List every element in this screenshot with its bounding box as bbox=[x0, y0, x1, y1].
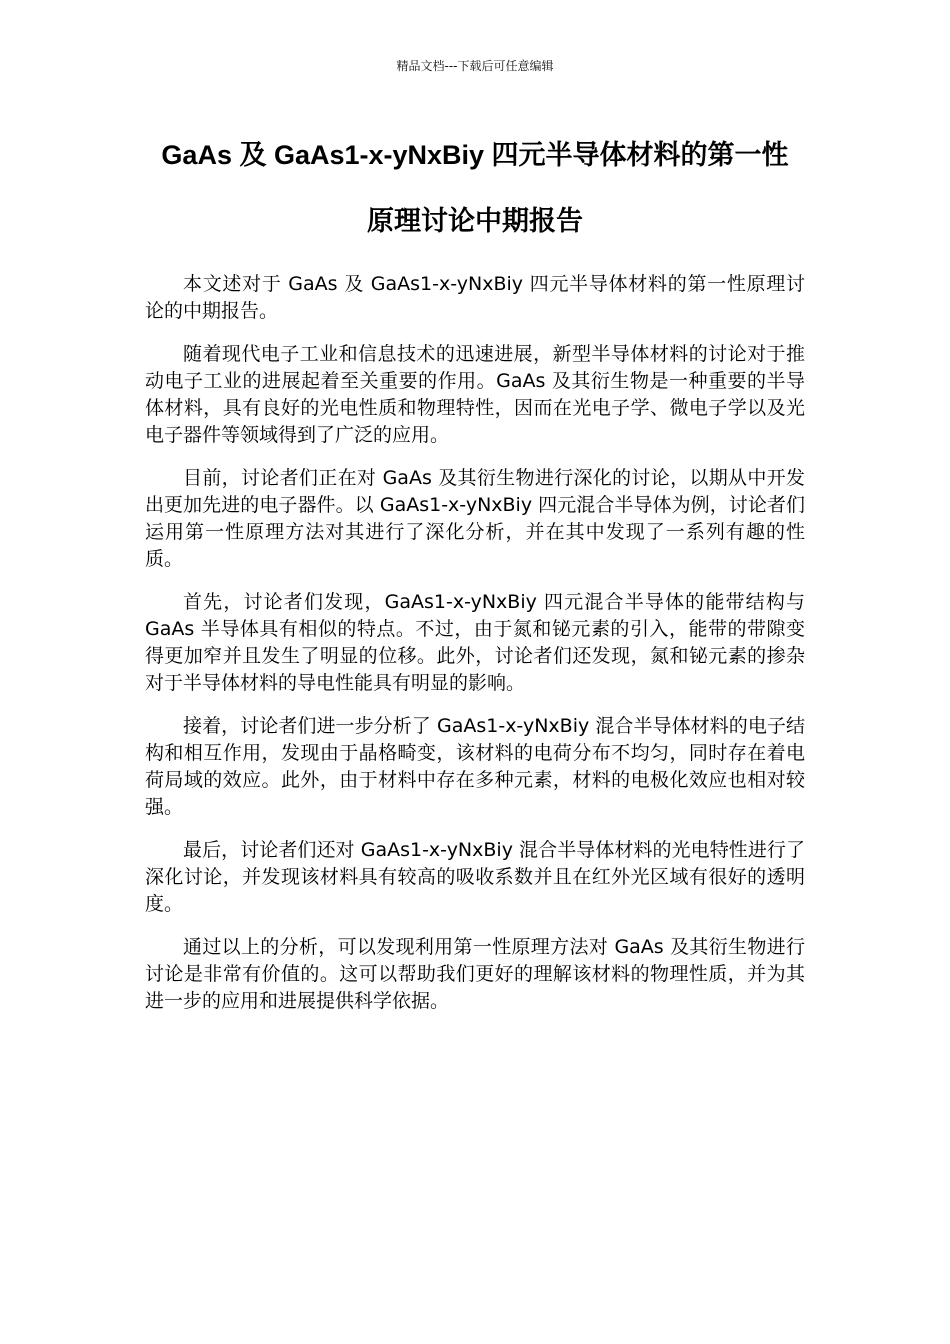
paragraph-optoelectronic: 最后，讨论者们还对 GaAs1-x-yNxBiy 混合半导体材料的光电特性进行了深化讨论，并发现该材料具有较高的吸收系数并且在红外光区域有很好的透明度。 bbox=[145, 839, 805, 915]
page-header: 精品文档---下载后可任意编辑 bbox=[396, 59, 554, 73]
title-line-2: 原理讨论中期报告 bbox=[367, 206, 583, 236]
paragraph-band-structure: 首先，讨论者们发现，GaAs1-x-yNxBiy 四元混合半导体的能带结构与 GaAs 半导体具有相似的特点。不过，由于氮和铋元素的引入，能带的带隙变得更加窄并且发生了明显的位移。此外，讨论者们还发现，氮和铋元素的掺杂对于半导体材料的导电性能具有明显的影响。 bbox=[145, 591, 805, 694]
document-title bbox=[100, 122, 850, 254]
document-body bbox=[145, 271, 805, 1031]
title-line-1: GaAs 及 GaAs1-x-yNxBiy 四元半导体材料的第一性 bbox=[161, 140, 789, 170]
paragraph-intro: 本文述对于 GaAs 及 GaAs1-x-yNxBiy 四元半导体材料的第一性原理讨论的中期报告。 bbox=[145, 273, 805, 322]
paragraph-current-research: 目前，讨论者们正在对 GaAs 及其衍生物进行深化的讨论，以期从中开发出更加先进的电子器件。以 GaAs1-x-yNxBiy 四元混合半导体为例，讨论者们运用第一性原理方法对其进行了深化分析，并在其中发现了一系列有趣的性质。 bbox=[145, 467, 805, 570]
paragraph-conclusion: 通过以上的分析，可以发现利用第一性原理方法对 GaAs 及其衍生物进行讨论是非常有价值的。这可以帮助我们更好的理解该材料的物理性质，并为其进一步的应用和进展提供科学依据。 bbox=[145, 936, 805, 1012]
paragraph-electronic-structure: 接着，讨论者们进一步分析了 GaAs1-x-yNxBiy 混合半导体材料的电子结构和相互作用，发现由于晶格畸变，该材料的电荷分布不均匀，同时存在着电荷局域的效应。此外，由于材料中存在多种元素，材料的电极化效应也相对较强。 bbox=[145, 715, 805, 818]
paragraph-background: 随着现代电子工业和信息技术的迅速进展，新型半导体材料的讨论对于推动电子工业的进展起着至关重要的作用。GaAs 及其衍生物是一种重要的半导体材料，具有良好的光电性质和物理特性，因而在光电子学、微电子学以及光电子器件等领域得到了广泛的应用。 bbox=[145, 343, 805, 446]
